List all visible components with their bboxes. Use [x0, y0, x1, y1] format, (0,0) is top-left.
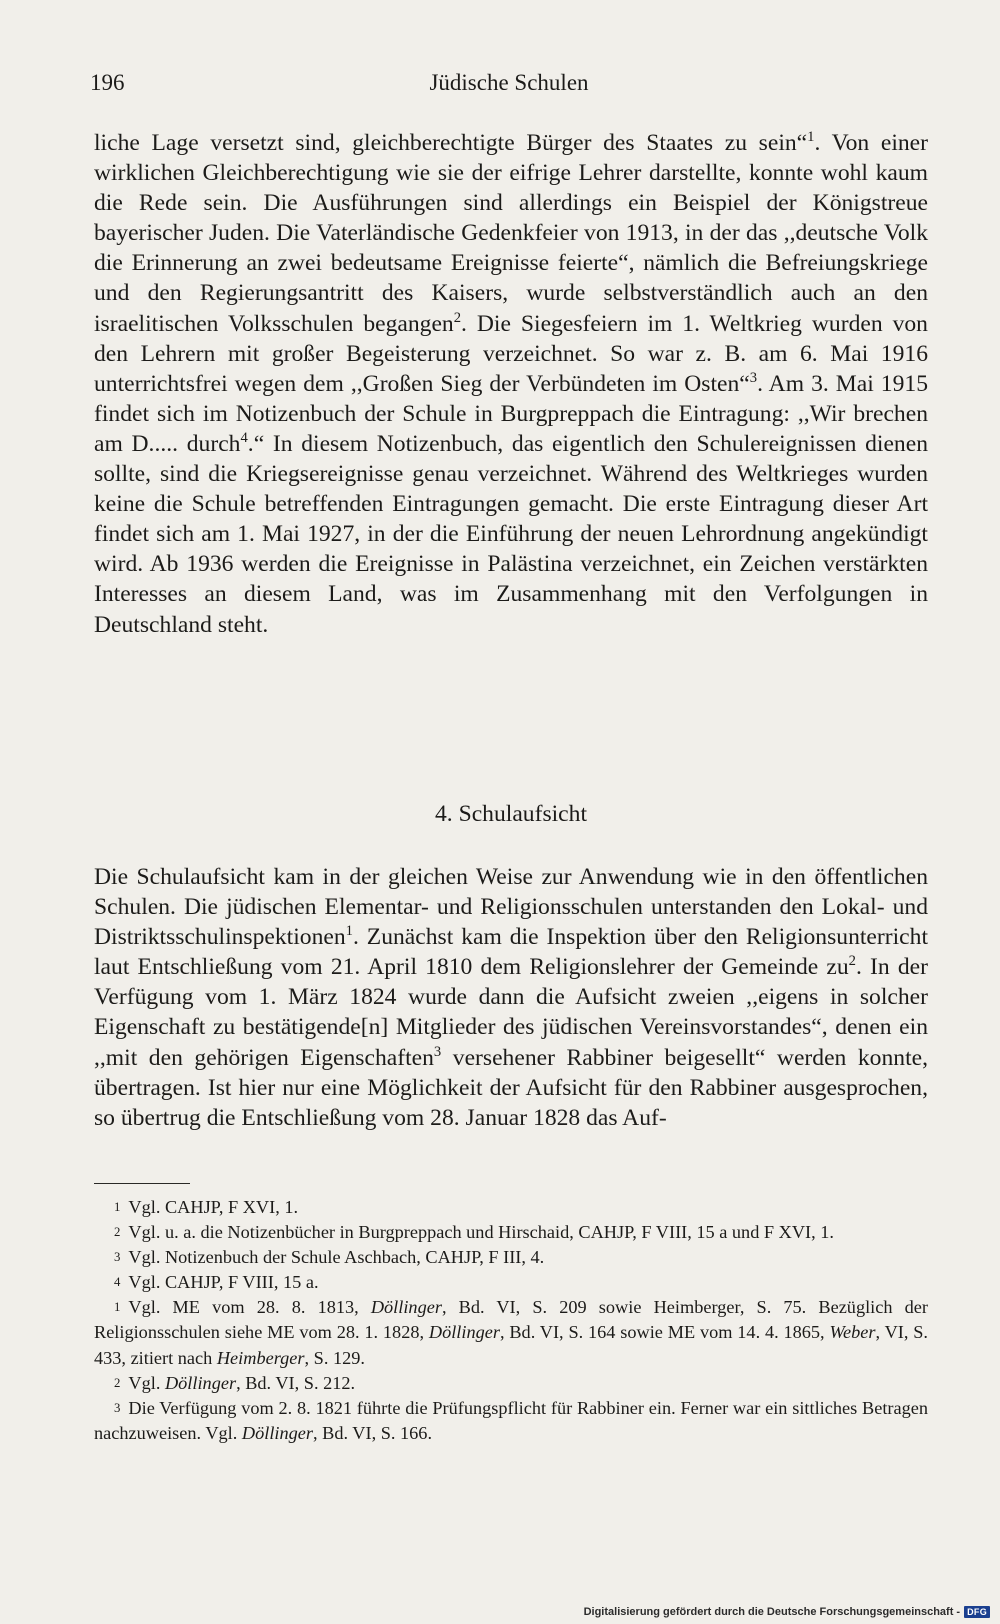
footnote-number: 1 — [114, 1200, 121, 1214]
footnote-ref: 4 — [240, 430, 248, 447]
footnote: 1 Vgl. CAHJP, F XVI, 1. — [114, 1197, 299, 1217]
dfg-logo: DFG — [964, 1606, 990, 1618]
footnote-divider — [94, 1183, 190, 1184]
footnote-number: 3 — [114, 1250, 121, 1265]
running-title: Jüdische Schulen — [429, 70, 589, 95]
footnote-ref: 2 — [848, 953, 856, 970]
footnote: 2 Vgl. Döllinger, Bd. VI, S. 212. — [114, 1372, 356, 1393]
footnote-ref: 3 — [749, 369, 758, 386]
page-number: 196 — [90, 70, 125, 95]
footnote-ref: 3 — [433, 1043, 442, 1060]
credit-text: Digitalisierung gefördert durch die Deutsche Forschungsgemeinschaft - — [583, 1606, 961, 1618]
footnote-number: 3 — [114, 1400, 121, 1415]
footnote-number: 1 — [114, 1300, 121, 1315]
footnote: 3 Die Verfügung vom 2. 8. 1821 führte die Prüfungspflicht für Rabbiner ein. Ferner war ein sittliches Betragen nachzuweisen. Vgl. Döllinger, Bd. VI, S. 166. — [94, 1397, 928, 1443]
footnote-ref: 1 — [345, 923, 353, 940]
digitization-credit — [584, 1606, 990, 1618]
body-paragraph: liche Lage versetzt sind, gleichberechtigte Bürger des Staates zu sein“$^1$. Von einer wirklichen Gleichberechtigung wie sie der eifrige Lehrer darstellte, konnte wohl kaum die Rede sein. Die Ausführungen sind allerdings ein Beispiel der Königstreue bayerischer Juden. Die Vaterländische Gedenkfeier von 1913, in der das ,,deutsche Volk die Erinnerung an zwei bedeutsame Ereignisse feierte“, nämlich die Befreiungskriege und den Regierungsantritt des Kaisers, wurde selbstverständlich auch an den israelitischen Volksschulen begangen$^2$. Die Siegesfeiern im 1. Weltkrieg wurden von den Lehrern mit großer Begeisterung verzeichnet. So war z. B. am 6. Mai 1916 unterrichtsfrei wegen dem ,,Großen Sieg der Verbündeten im Osten“$^3$. Am 3. Mai 1915 findet sich im Notizenbuch der Schule in Burgpreppach die Eintragung: ,,Wir brechen am D..... durch$^4$.“ In diesem Notizenbuch, das eigentlich den Schulereignissen dienen sollte, sind die Kriegsereignisse genau verzeichnet. Während des Weltkrieges wurden keine die Schule betreffenden Eintragungen gemacht. Die erste Eintragung dieser Art findet sich am 1. Mai 1927, in der die Einführung der neuen Lehrordnung angekündigt wird. Ab 1936 werden die Ereignisse in Palästina verzeichnet, ein Zeichen verstärkten Interesses an diesem Land, was im Zusammenhang mit den Verfolgungen in Deutschland steht. — [94, 129, 928, 638]
footnote-ref: 2 — [453, 309, 462, 326]
footnote-ref: 1 — [807, 129, 815, 146]
footnotes — [94, 1195, 928, 1446]
footnote-number: 2 — [114, 1375, 121, 1390]
body-paragraph: Die Schulaufsicht kam in der gleichen Weise zur Anwendung wie in den öffentlichen Schulen. Die jüdischen Elementar- und Religionsschulen unterstanden den Lokal- und Distriktsschulinspektionen$^1$. Zunächst kam die Inspektion über den Religionsunterricht laut Entschließung vom 21. April 1810 dem Religionslehrer der Gemeinde $zu^2$. In der Verfügung vom 1. März 1824 wurde dann die Aufsicht zweien ,,eigens in solcher Eigenschaft zu bestätigende[n] Mitglieder des jüdischen Vereinsvorstandes“, denen ein ,,mit den gehörigen Eigenschaften$^3$ versehener Rabbiner beigesellt“ werden konnte, übertragen. Ist hier nur eine Möglichkeit der Aufsicht für den Rabbiner ausgesprochen, so übertrug die Entschließung vom 28. Januar 1828 das Auf- — [94, 864, 928, 1131]
page-header — [90, 70, 928, 104]
footnote: 3 Vgl. Notizenbuch der Schule Aschbach, CAHJP, F III, 4. — [114, 1247, 545, 1268]
footnote-number: 2 — [114, 1225, 121, 1240]
footnote: 4 Vgl. CAHJP, F VIII, 15 a. — [114, 1272, 319, 1293]
footnote: 2 Vgl. u. a. die Notizenbücher in Burgpreppach und Hirschaid, CAHJP, F VIII, 15 a und F XVI, 1. — [114, 1222, 834, 1243]
footnote-number: 4 — [114, 1275, 121, 1290]
section-heading: 4. Schulaufsicht — [434, 801, 588, 827]
footnote: 1 Vgl. ME vom 28. 8. 1813, Döllinger, Bd. VI, S. 209 sowie Heimberger, S. 75. Bezüglich der Religionsschulen siehe ME vom 28. 1. 1828, Döllinger, Bd. VI, S. 164 sowie ME vom 14. 4. 1865, Weber, VI, S. 433, zitiert nach Heimberger, S. 129. — [94, 1297, 928, 1368]
